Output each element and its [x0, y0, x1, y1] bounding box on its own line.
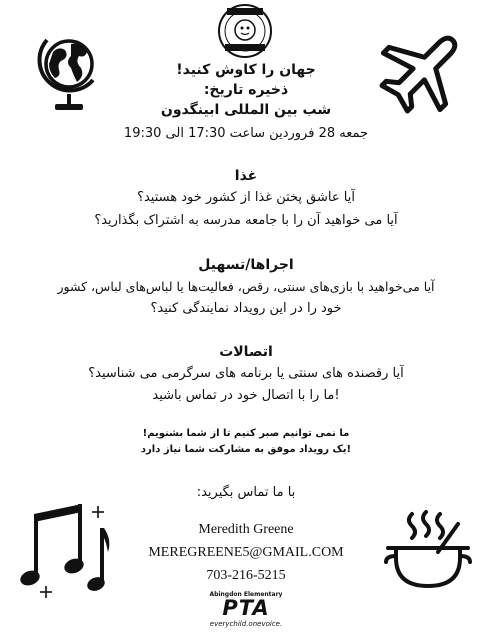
food-question-2: آیا می خواهید آن را با جامعه مدرسه به اشتراک بگذارید؟ — [94, 213, 398, 228]
pta-logo: PTA — [222, 596, 270, 620]
connections-question-1: آیا رقصنده های سنتی یا برنامه های سرگرمی می شناسید؟ — [88, 366, 404, 381]
header-line-explore: جهان را کاوش کنید! — [176, 62, 316, 78]
contact-name: Meredith Greene — [198, 522, 294, 537]
food-heading: غذا — [234, 168, 258, 184]
performances-heading: اجراها/تسهیل — [198, 257, 294, 273]
event-date-time: جمعه 28 فروردین ساعت 17:30 الی 19:30 — [123, 126, 369, 141]
connections-question-2: !ما را با اتصال خود در تماس باشید — [152, 388, 340, 403]
cooking-pot-icon — [382, 508, 474, 594]
connections-heading: اتصالات — [219, 344, 273, 360]
performances-line-2: خود را در این رویداد نمایندگی کنید؟ — [150, 301, 342, 316]
contact-phone: 703-216-5215 — [206, 568, 286, 583]
pta-tagline: everychild.onevoice. — [209, 620, 283, 628]
food-question-1: آیا عاشق پختن غذا از کشور خود هستید؟ — [137, 190, 355, 205]
appeal-line-1: ما نمی توانیم صبر کنیم تا از شما بشنویم! — [142, 428, 350, 439]
header-line-save-date: ذخیره تاریخ: — [203, 82, 289, 98]
contact-email[interactable]: MEREGREENE5@GMAIL.COM — [148, 545, 344, 560]
pta-school-name: Abingdon Elementary — [209, 591, 283, 598]
contact-heading: با ما تماس بگیرید: — [196, 485, 296, 500]
appeal-line-2: !یک رویداد موفق به مشارکت شما نیاز دارد — [140, 444, 352, 455]
school-logo — [213, 2, 277, 60]
performances-line-1: آیا می‌خواهید با بازی‌های سنتی، رقص، فعالیت‌ها یا لباس‌های لباس، کشور — [57, 279, 435, 294]
music-notes-icon — [18, 500, 114, 604]
header-line-event-name: شب بین المللی ابینگدون — [160, 102, 332, 118]
